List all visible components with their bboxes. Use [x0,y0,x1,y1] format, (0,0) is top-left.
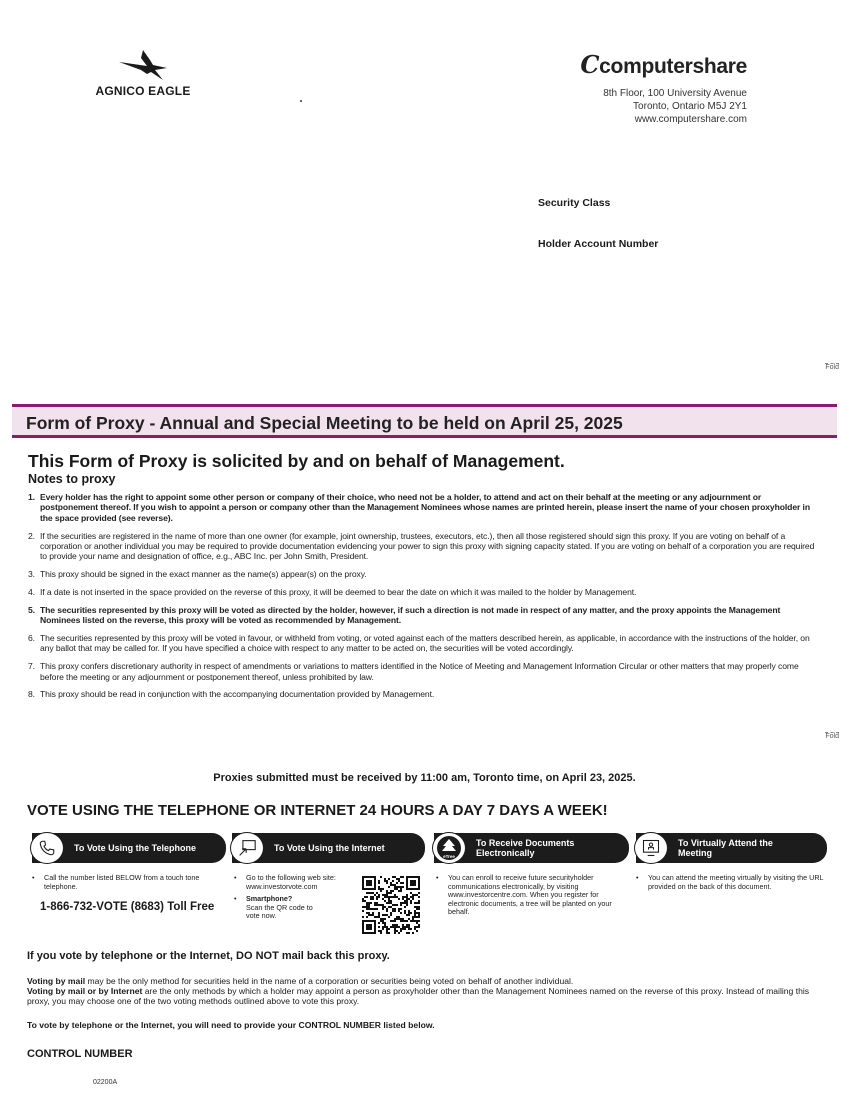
mail-info: Voting by mail may be the only method for securities held in the name of a corporation or securities being voted on behalf of another individual. Voting by mail or by Internet are the only methods by which a holder may appoint a person as proxyholder other than the Management Nominees named on the reverse of this proxy. Instead of mailing this proxy, you may choose one of the two voting methods outlined above to vote this proxy. [27,976,810,1006]
cursor-screen-icon [230,832,264,864]
smartphone-text: Scan the QR code to vote now. [246,902,313,921]
form-code: 02200A [93,1079,118,1086]
computershare-logo: Ccomputershare [580,50,747,79]
form-banner [12,404,837,438]
address-line-1: 8th Floor, 100 University Avenue [603,88,747,99]
note-item: 2. If the securities are registered in the name of more than one owner (for example, joint ownership, trustees, executors, etc.), then all those registered should sign this proxy. If you are voting on behalf of a corporation or another individual you may be required to provide documentation evidencing your power to sign this proxy with signing capacity stated. If you are voting on behalf of a corporation you are required to provide your name and designation of office, e.g., ABC Inc. per John Smith, President. [28,530,815,562]
computershare-header [580,50,747,126]
security-class-label: Security Class [538,197,611,209]
control-number-note: To vote by telephone or the Internet, you will need to provide your CONTROL NUMBER listed below. [27,1020,435,1030]
electronic-instructions: • You can enroll to receive future securityholder communications electronically, by visiting www.investorcentre.com. When you register for electronic documents, a tree will be planted on your behalf. [436,874,621,917]
main-title: This Form of Proxy is solicited by and on behalf of Management. [28,451,565,471]
note-item: 3. This proxy should be signed in the exact manner as the name(s) appear(s) on the proxy. [28,569,367,580]
internet-instructions: • Go to the following web site: www.investorvote.com • Smartphone? Scan the QR code to vote now. [234,874,354,921]
electronic-bullet: You can enroll to receive future securityholder communications electronically, by visiting www.investorcentre.com. When you register for electronic documents, a tree will be planted on your behalf. [448,873,612,917]
notes-heading: Notes to proxy [28,472,116,486]
vote-heading: VOTE USING THE TELEPHONE OR INTERNET 24 HOURS A DAY 7 DAYS A WEEK! [27,802,608,819]
note-item: 6. The securities represented by this proxy will be voted in favour, or withheld from voting, or voted against each of the matters described herein, as applicable, in accordance with the instructions of the holder, on any ballot that may be called for. If you have specified a choice with respect to any matter to be acted on, the securities will be voted accordingly. [28,633,810,654]
etree-icon-text: eTree [443,854,455,859]
form-title: Form of Proxy - Annual and Special Meeting to be held on April 25, 2025 [26,413,623,433]
address-line-3: www.computershare.com [634,114,747,125]
telephone-bullet: Call the number listed BELOW from a touch tone telephone. [44,873,200,891]
note-item: 8. This proxy should be read in conjunction with the accompanying documentation provided by Management. [28,689,435,700]
internet-bullet: Go to the following web site: www.investorvote.com [246,873,336,891]
address-line-2: Toronto, Ontario M5J 2Y1 [633,101,747,112]
virtual-instructions: • You can attend the meeting virtually by visiting the URL provided on the back of this document. [636,874,826,891]
address-block [580,87,747,126]
phone-number[interactable]: 1-866-732-VOTE (8683) Toll Free [40,901,215,913]
agnico-eagle-logo [88,48,198,98]
note-item: 5. The securities represented by this proxy will be voted as directed by the holder, however, if such a direction is not made in respect of any matter, and the proxy appoints the Management Nominees listed on the reverse, this proxy will be voted as recommended by Management. [28,604,781,626]
holder-account-label: Holder Account Number [538,238,659,250]
brand-name: AGNICO EAGLE [95,84,191,98]
virtual-attend-header [636,833,827,863]
note-item: 1. Every holder has the right to appoint some other person or company of their choice, who need not be a holder, to attend and act on their behalf at the meeting or any adjournment or postponement thereof. If you wish to appoint a person or company other than the Management Nominees whose names are printed herein, please insert the name of your chosen proxyholder in the space provided (see reverse). [28,492,810,523]
electronic-docs-header [434,833,629,863]
computershare-wordmark: computershare [599,55,747,78]
note-item: 4. If a date is not inserted in the space provided on the reverse of this proxy, it will be deemed to bear the date on which it was mailed to the holder by Management. [28,587,637,598]
fold-mark: Fold [825,733,839,740]
telephone-instructions: • Call the number listed BELOW from a touch tone telephone. [32,874,212,891]
telephone-title: To Vote Using the Telephone [74,843,197,853]
monitor-person-icon [634,832,668,864]
no-mail-warning: If you vote by telephone or the Internet, DO NOT mail back this proxy. [27,950,390,962]
smartphone-label: Smartphone? [246,894,293,904]
virtual-bullet: You can attend the meeting virtually by visiting the URL provided on the back of this document. [648,873,824,891]
phone-icon [30,832,64,864]
stray-mark [300,100,302,102]
proxy-deadline: Proxies submitted must be received by 11:00 am, Toronto time, on April 23, 2025. [213,772,636,784]
internet-vote-header [232,833,425,863]
virtual-title: To Virtually Attend the Meeting [678,838,773,858]
control-number-label: CONTROL NUMBER [27,1048,133,1060]
note-item: 7. This proxy confers discretionary authority in respect of amendments or variations to matters identified in the Notice of Meeting and Management Information Circular or other matters that may properly come before the meeting or any adjournment or postponement thereof, unless prohibited by law. [28,661,799,682]
eagle-icon [117,48,169,82]
qr-code[interactable] [362,876,420,934]
etree-icon [432,832,466,864]
electronic-title: To Receive Documents Electronically [476,838,575,858]
internet-title: To Vote Using the Internet [274,843,385,853]
notes-list [28,492,818,707]
fold-mark: Fold [825,364,839,371]
telephone-vote-header [32,833,226,863]
